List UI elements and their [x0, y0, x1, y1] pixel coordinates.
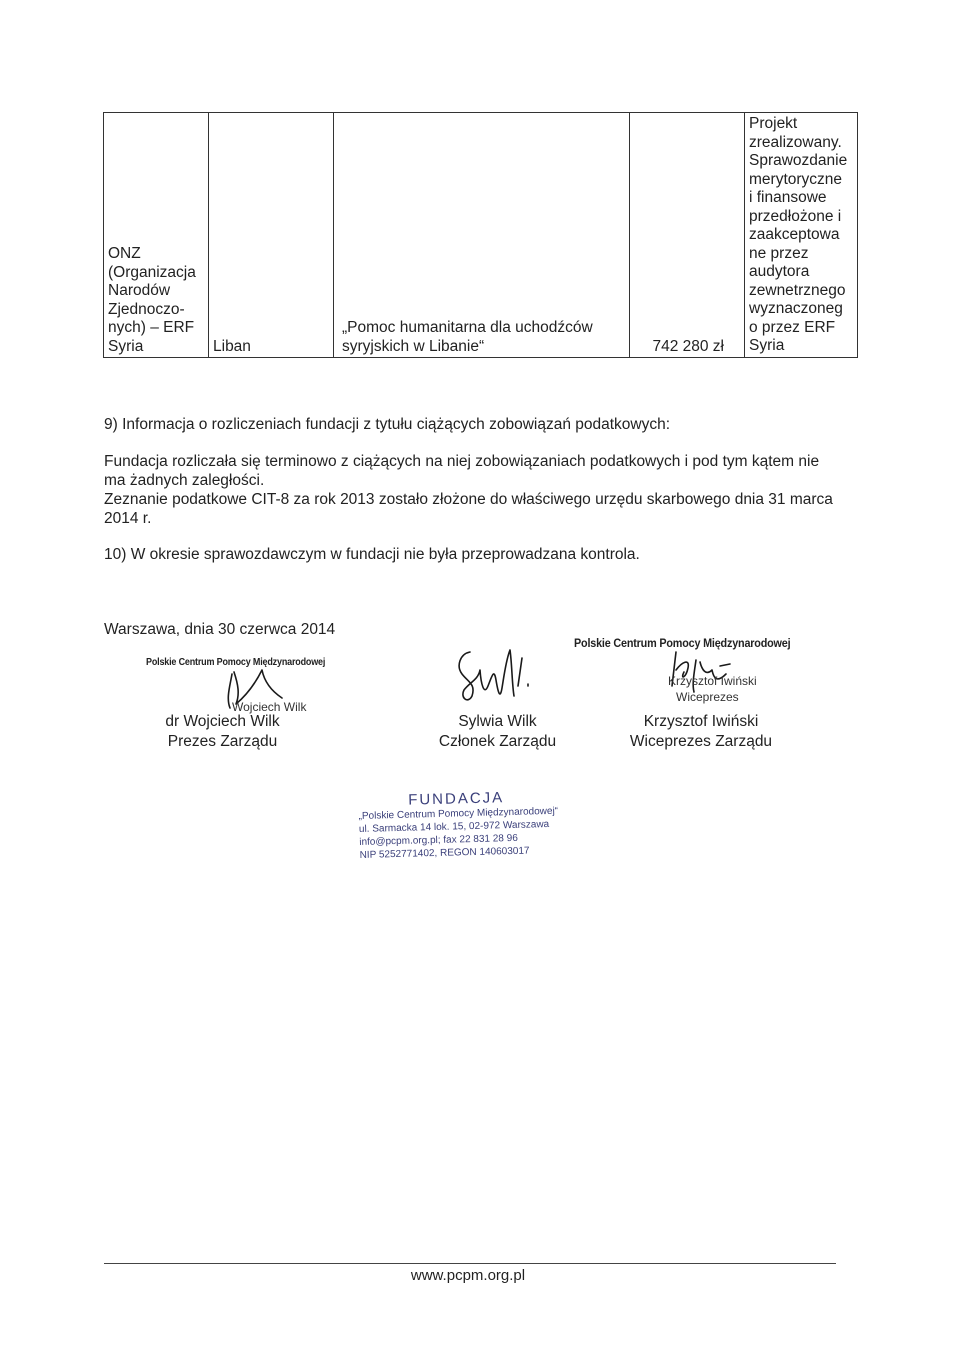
signature-2-role: Członek Zarządu: [438, 733, 557, 750]
section-10-text: 10) W okresie sprawozdawczym w fundacji nie była przeprowadzana kontrola.: [104, 546, 640, 563]
foundation-stamp-contact: info@pcpm.org.pl; fax 22 831 28 96: [359, 832, 518, 848]
signature-3-role: Wiceprezes Zarządu: [629, 733, 773, 750]
foundation-stamp: [358, 788, 559, 862]
signature-3: [620, 712, 782, 752]
organization-cell: ONZ (Organizacja Narodów Zjednoczo- nych) – ERF Syria: [104, 113, 209, 358]
foundation-stamp-title: FUNDACJA: [407, 789, 505, 809]
signature-1-name: dr Wojciech Wilk: [165, 713, 280, 730]
signature-1-stamp-name: Wojciech Wilk: [232, 700, 307, 714]
status-cell: Projekt zrealizowany. Sprawozdanie merytoryczne i finansowe przedłożone i zaakceptowa ne przez audytora zewnetrznego wyznaczoneg o przez ERF Syria: [745, 113, 858, 358]
signature-1: [150, 712, 295, 752]
foundation-stamp-ids: NIP 5252771402, REGON 140603017: [359, 845, 530, 861]
signature-2-scribble-icon: [448, 640, 538, 710]
signature-1-stamp-org: Polskie Centrum Pomocy Międzynarodowej: [146, 657, 326, 668]
project-cell: „Pomoc humanitarna dla uchodźców syryjskich w Libanie“: [334, 113, 630, 358]
table-row: [104, 113, 858, 358]
amount-cell: 742 280 zł: [630, 113, 745, 358]
foundation-stamp-address: ul. Sarmacka 14 lok. 15, 02-972 Warszawa: [358, 819, 550, 835]
signature-3-stamp-org: Polskie Centrum Pomocy Międzynarodowej: [574, 636, 791, 650]
signature-3-stamp-name: Krzysztof Iwiński: [668, 674, 757, 688]
section-9-heading: 9) Informacja o rozliczeniach fundacji z tytułu ciążących zobowiązań podatkowych:: [104, 416, 671, 433]
footer-url[interactable]: www.pcpm.org.pl: [410, 1267, 526, 1284]
section-9-paragraph-2: Zeznanie podatkowe CIT-8 za rok 2013 zostało złożone do właściwego urzędu skarbowego dnia 31 marca 2014 r.: [104, 491, 833, 527]
signature-3-name: Krzysztof Iwiński: [643, 713, 759, 730]
section-9-paragraph-1: Fundacja rozliczała się terminowo z ciążących na niej zobowiązaniach podatkowych i pod tym kątem nie ma żadnych zaległości.: [104, 453, 820, 489]
signature-3-stamp-role: Wiceprezes: [676, 690, 739, 704]
footer-divider: [104, 1263, 836, 1264]
signature-2: [420, 712, 575, 752]
foundation-stamp-name: „Polskie Centrum Pomocy Międzynarodowej“: [358, 805, 559, 822]
signature-1-role: Prezes Zarządu: [167, 733, 278, 750]
country-cell: Liban: [209, 113, 334, 358]
signature-2-name: Sylwia Wilk: [458, 713, 537, 730]
place-date: Warszawa, dnia 30 czerwca 2014: [104, 621, 336, 638]
grants-table: [103, 112, 858, 358]
